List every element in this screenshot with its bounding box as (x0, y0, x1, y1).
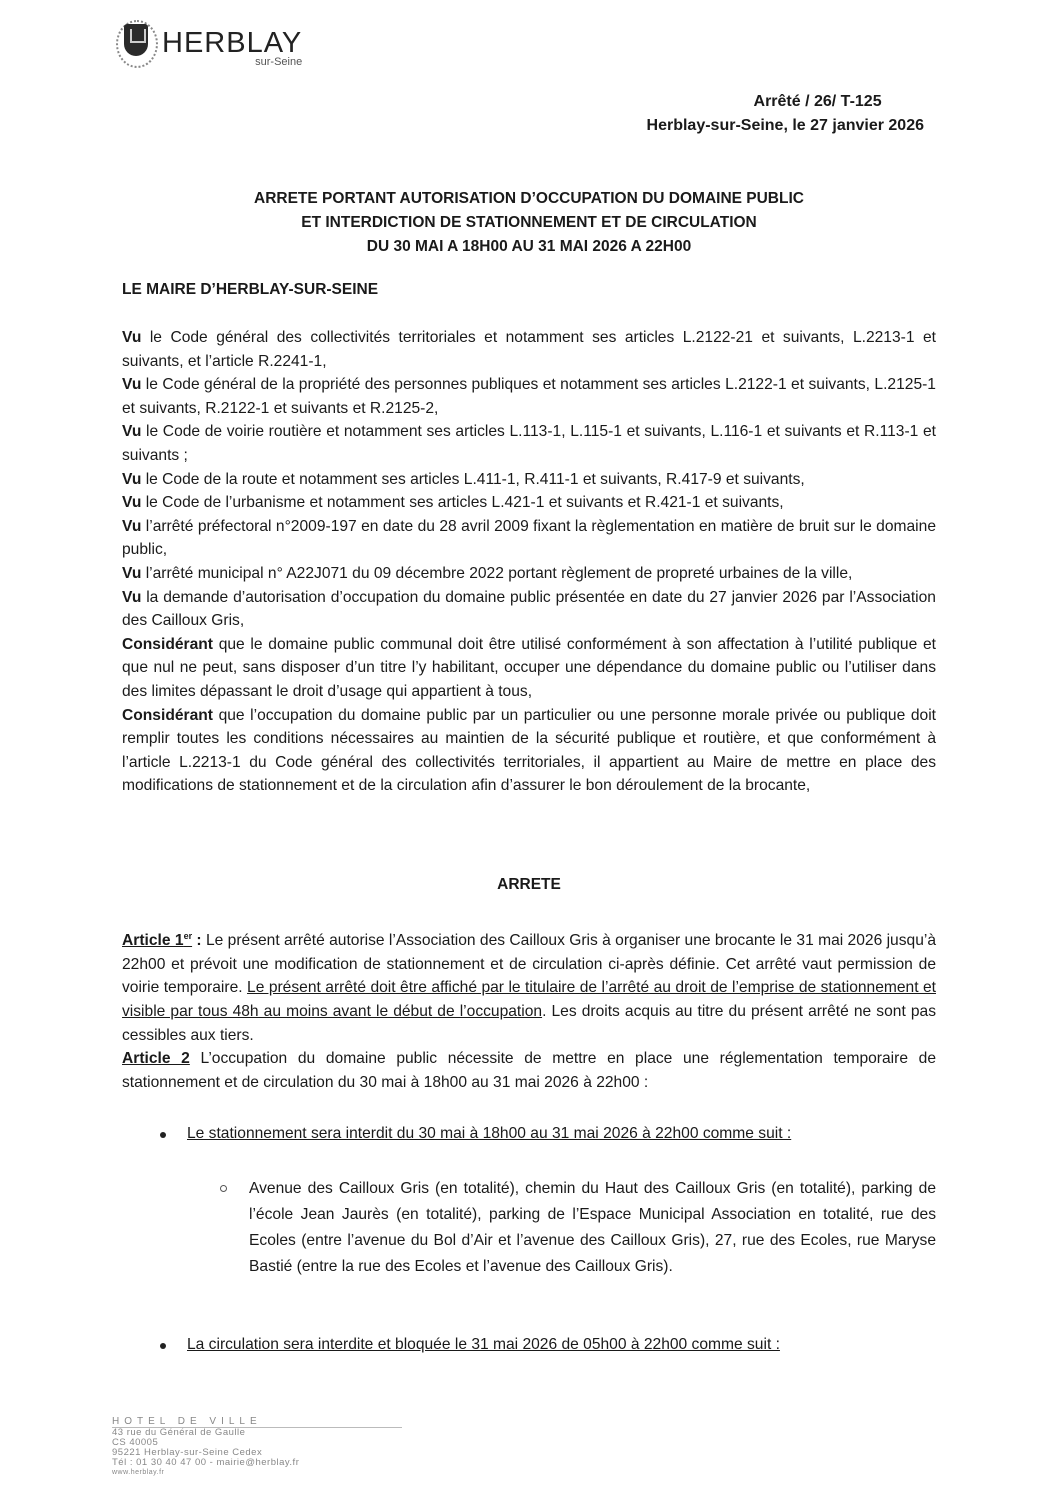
visas-section (122, 326, 936, 798)
visa-paragraph: Vu l’arrêté municipal n° A22J071 du 09 décembre 2022 portant règlement de propreté urbaines de la ville, (122, 564, 853, 582)
authority-heading: LE MAIRE D’HERBLAY-SUR-SEINE (122, 281, 379, 298)
reference-block (647, 90, 924, 138)
visa-paragraph: Vu le Code général des collectivités territoriales et notamment ses articles L.2122-21 et suivants, L.2213-1 et suivants, et l’article R.2241-1, (122, 329, 936, 370)
footer-address: HOTEL DE VILLE 43 rue du Général de Gaulle CS 40005 95221 Herblay-sur-Seine Cedex Tél : 01 30 40 47 00 - mairie@herblay.fr www.herblay.fr (112, 1417, 402, 1478)
title-line: ARRETE PORTANT AUTORISATION D’OCCUPATION DU DOMAINE PUBLIC (254, 190, 804, 207)
sub-bullet-streets: Avenue des Cailloux Gris (en totalité), chemin du Haut des Cailloux Gris (en totalité), parking de l’école Jean Jaurès (en totalité), parking de l’Espace Municipal Association en totalité, rue des Ecoles (entre l’avenue du Bol d’Air et l’avenue des Cailloux Gris), 27, rue des Ecoles, rue Maryse Bastié (entre la rue des Ecoles et l’avenue des Cailloux Gris). (220, 1176, 936, 1280)
coat-of-arms-icon (116, 20, 156, 66)
visa-paragraph: Considérant que le domaine public communal doit être utilisé conformément à son affectation à l’utilité publique et que nul ne peut, sans disposer d’un titre l’y habilitant, occuper une dépendance du domaine public ou l’utiliser dans des limites dépassant le droit d’usage qui appartient à tous, (122, 635, 936, 700)
bullet-icon (160, 1132, 166, 1138)
title-line: ET INTERDICTION DE STATIONNEMENT ET DE CIRCULATION (301, 214, 757, 231)
arrete-heading: ARRETE (497, 876, 561, 893)
visa-paragraph: Vu la demande d’autorisation d’occupation du domaine public présentée en date du 27 janvier 2026 par l’Association des Cailloux Gris, (122, 588, 936, 630)
logo-subtitle: sur-Seine (255, 56, 303, 68)
article-1: Article 1er : Le présent arrêté autorise l’Association des Cailloux Gris à organiser une brocante le 31 mai 2026 jusqu’à 22h00 et prévoit une modification de stationnement et de circulation ci-après définie. Cet arrêté vaut permission de voirie temporaire. Le présent arrêté doit être affiché par le titulaire de l’arrêté au droit de l’emprise de stationnement et visible par tous 48h au moins avant le début de l’occupation. Les droits acquis au titre du présent arrêté ne sont pas cessibles aux tiers. (122, 931, 937, 1044)
title-line: DU 30 MAI A 18H00 AU 31 MAI 2026 A 22H00 (366, 238, 692, 255)
place-date: Herblay-sur-Seine, le 27 janvier 2026 (646, 117, 924, 134)
document-title (0, 187, 1058, 259)
decree-reference: Arrêté / 26/ T-125 (753, 93, 882, 110)
visa-paragraph: Considérant que l’occupation du domaine public par un particulier ou une personne morale privée ou publique doit remplir toutes les conditions nécessaires au maintien de la sécurité publique et routière, et que conformément à l’article L.2213-1 du Code général des collectivités territoriales, il appartient au Maire de mettre en place des modifications de stationnement et de la circulation afin d’assurer le bon déroulement de la brocante, (122, 706, 936, 795)
visa-paragraph: Vu le Code général de la propriété des personnes publiques et notamment ses articles L.2122-1 et suivants, L.2125-1 et suivants, R.2122-1 et suivants et R.2125-2, (122, 376, 936, 417)
visa-paragraph: Vu le Code de l’urbanisme et notamment ses articles L.421-1 et suivants et R.421-1 et suivants, (122, 494, 784, 512)
city-logo (116, 20, 302, 68)
bullet-icon (160, 1343, 166, 1349)
visa-paragraph: Vu l’arrêté préfectoral n°2009-197 en date du 28 avril 2009 fixant la règlementation en matière de bruit sur le domaine public, (122, 517, 936, 559)
circle-bullet-icon (220, 1185, 227, 1192)
article-2: Article 2 L’occupation du domaine public nécessite de mettre en place une réglementation temporaire de stationnement et de circulation du 30 mai à 18h00 au 31 mai 2026 à 22h00 : (122, 1050, 936, 1091)
visa-paragraph: Vu le Code de la route et notamment ses articles L.411-1, R.411-1 et suivants, R.417-9 et suivants, (122, 470, 805, 488)
logo-name: HERBLAY (162, 27, 303, 59)
articles-section (122, 925, 936, 1094)
visa-paragraph: Vu le Code de voirie routière et notamment ses articles L.113-1, L.115-1 et suivants, L.116-1 et suivants et R.113-1 et suivants ; (122, 423, 936, 464)
bullet-traffic: La circulation sera interdite et bloquée le 31 mai 2026 de 05h00 à 22h00 comme suit : (160, 1336, 936, 1354)
bullet-parking: Le stationnement sera interdit du 30 mai à 18h00 au 31 mai 2026 à 22h00 comme suit : (160, 1125, 936, 1143)
